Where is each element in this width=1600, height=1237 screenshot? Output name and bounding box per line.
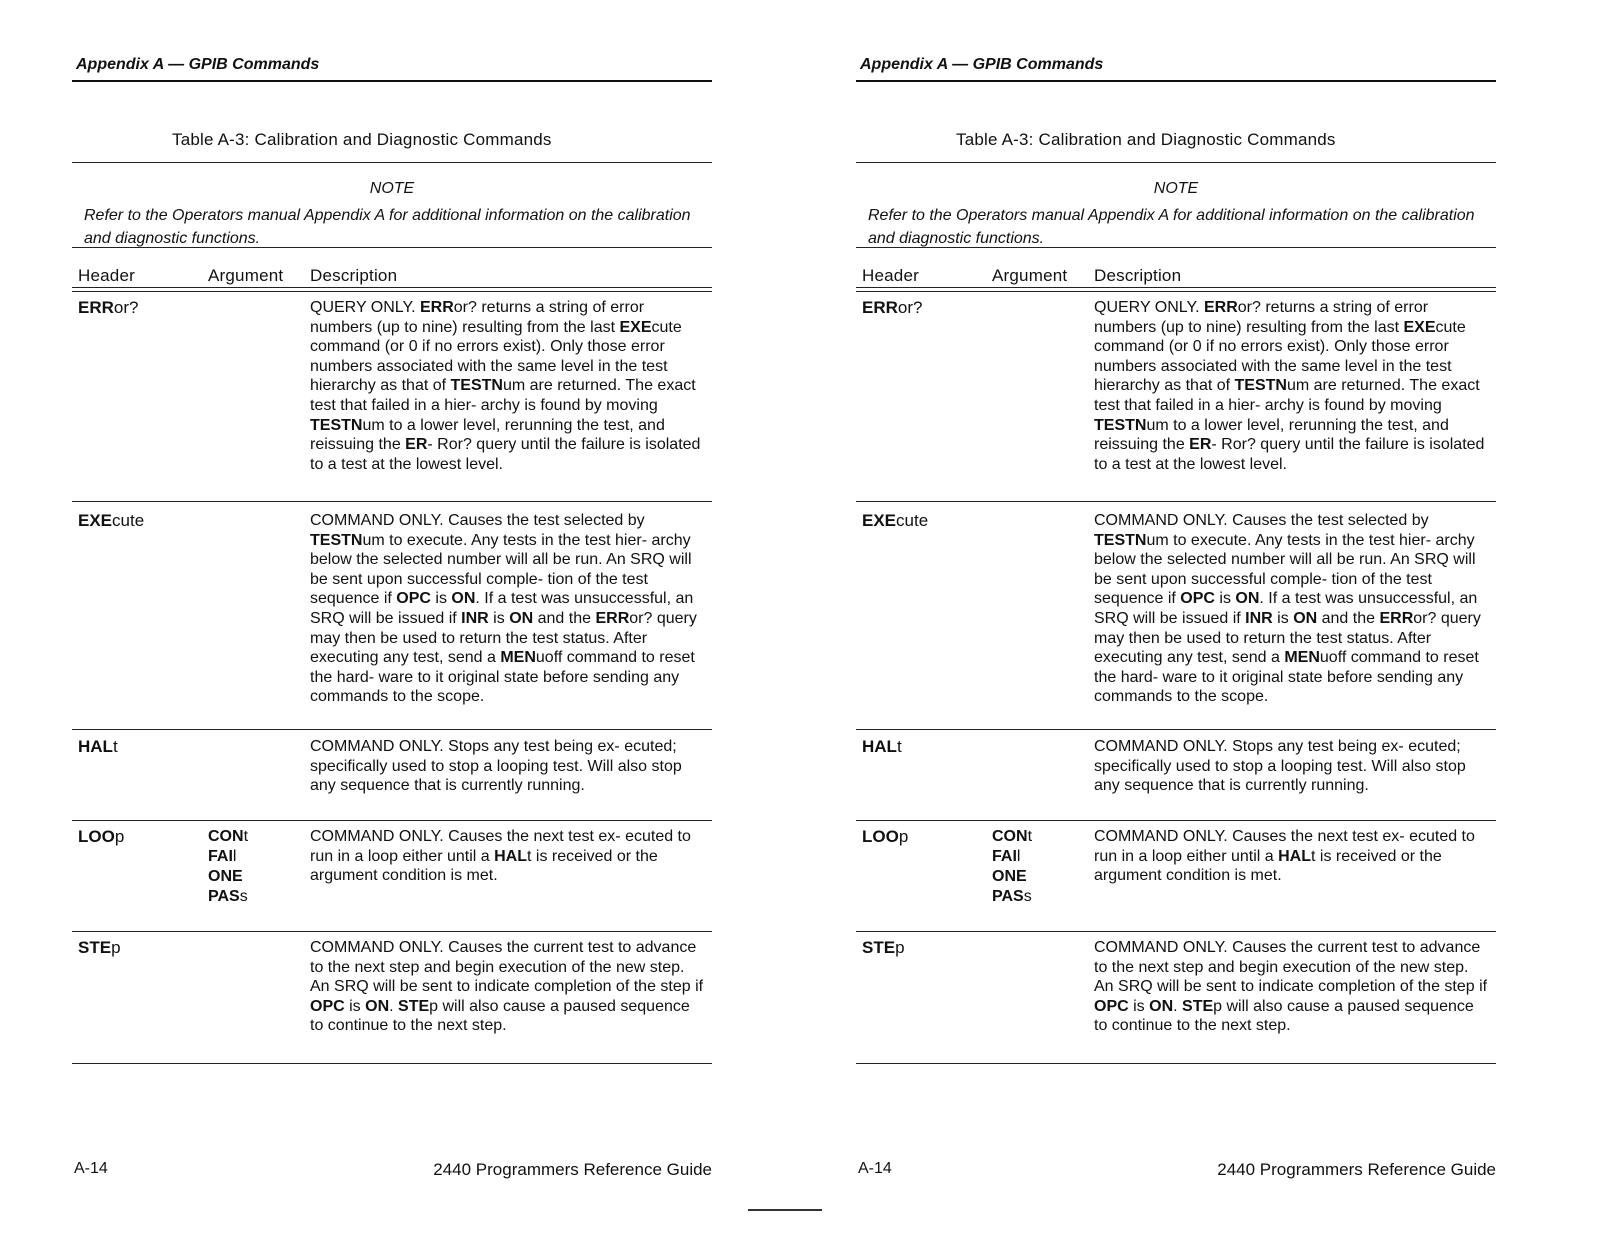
command-header-rest: p (895, 938, 905, 957)
keyword-emphasis: ON (509, 609, 534, 627)
row-rule (72, 931, 712, 932)
command-header-rest: or? (113, 298, 139, 317)
command-header-short: LOO (862, 827, 899, 846)
keyword-emphasis: STE (398, 997, 430, 1015)
keyword-emphasis: ERR (1203, 299, 1238, 316)
footer-page-number: A-14 (74, 1160, 108, 1177)
command-header-rest: p (114, 827, 125, 846)
column-header-description: Description (1094, 266, 1182, 285)
keyword-emphasis: HAL (494, 847, 528, 865)
row-rule (856, 501, 1496, 502)
row-rule (72, 729, 712, 730)
command-header-short: STE (78, 938, 112, 957)
argument-value: FAIl (992, 848, 1021, 865)
keyword-emphasis: OPC (1094, 997, 1129, 1015)
keyword-emphasis: ON (1293, 609, 1318, 627)
binding-mark (748, 1209, 822, 1211)
command-header (78, 298, 138, 318)
table-bottom-rule (856, 1063, 1496, 1064)
left-page (72, 0, 712, 1237)
command-header (78, 511, 144, 531)
keyword-emphasis: TESTN (1094, 531, 1147, 549)
keyword-emphasis: TESTN (1094, 416, 1147, 434)
column-header-header: Header (862, 266, 919, 285)
row-rule (856, 931, 1496, 932)
keyword-emphasis: STE (1182, 997, 1214, 1015)
table-top-rule (856, 162, 1496, 163)
command-description: COMMAND ONLY. Stops any test being ex- ecuted; specifically used to stop a looping test. Will also stop any sequence that is currently running. (1094, 738, 1466, 795)
command-header (862, 298, 922, 318)
command-header (78, 827, 124, 847)
keyword-emphasis: TESTN (450, 377, 503, 395)
running-head: Appendix A — GPIB Commands (860, 56, 1104, 73)
column-rule-top (856, 287, 1496, 288)
command-header-rest: t (896, 737, 902, 756)
command-header (862, 511, 928, 531)
column-header-argument: Argument (208, 266, 284, 285)
right-page (856, 0, 1496, 1237)
command-header (78, 737, 118, 757)
command-header-short: EXE (862, 511, 897, 530)
command-description: QUERY ONLY. ERRor? returns a string of error numbers (up to nine) resulting from the last EXEcute command (or 0 if no errors exist). Only those error numbers associated with the same level in the test hierarchy as that of TESTNum are returned. The exact test that failed in a hier- archy is found by moving TESTNum to a lower level, rerunning the test, and reissuing the ER- Ror? query until the failure is isolated to a test at the lowest level. (1094, 299, 1485, 473)
keyword-emphasis: HAL (1278, 847, 1312, 865)
keyword-emphasis: INR (461, 609, 489, 627)
argument-value: FAIl (208, 848, 237, 865)
command-header-short: ERR (862, 298, 898, 317)
argument-value: ONE (208, 868, 243, 885)
row-rule (72, 820, 712, 821)
keyword-emphasis: MEN (500, 649, 536, 667)
command-header-short: HAL (862, 737, 897, 756)
command-description: COMMAND ONLY. Causes the next test ex- ecuted to run in a loop either until a HALt is received or the argument condition is met. (1094, 828, 1475, 885)
keyword-emphasis: INR (1245, 609, 1273, 627)
footer-title: 2440 Programmers Reference Guide (1217, 1160, 1496, 1179)
argument-value: PASs (208, 888, 248, 905)
command-description: COMMAND ONLY. Causes the test selected by TESTNum to execute. Any tests in the test hier- archy below the selected number will all be run. An SRQ will be sent upon successful comple- tion of the test sequence if OPC is ON. If a test was unsuccessful, an SRQ will be issued if INR is ON and the ERRor? query may then be used to return the test status. After executing any test, send a MENuoff command to reset the hard- ware to it original state before sending any commands to the scope. (310, 512, 697, 706)
note-title: NOTE (369, 180, 415, 197)
command-header (862, 737, 902, 757)
keyword-emphasis: ERR (1379, 609, 1414, 627)
command-header-short: ERR (78, 298, 114, 317)
keyword-emphasis: EXE (619, 318, 652, 336)
command-header (862, 827, 908, 847)
command-arguments (208, 827, 248, 907)
command-header-short: EXE (78, 511, 113, 530)
header-rule (72, 80, 712, 82)
note-title: NOTE (1153, 180, 1199, 197)
keyword-emphasis: ON (451, 590, 476, 608)
keyword-emphasis: OPC (1180, 590, 1215, 608)
column-rule-bottom (856, 291, 1496, 292)
command-header (862, 938, 905, 958)
command-description: COMMAND ONLY. Causes the test selected by TESTNum to execute. Any tests in the test hier- archy below the selected number will all be run. An SRQ will be sent upon successful comple- tion of the test sequence if OPC is ON. If a test was unsuccessful, an SRQ will be issued if INR is ON and the ERRor? query may then be used to return the test status. After executing any test, send a MENuoff command to reset the hard- ware to it original state before sending any commands to the scope. (1094, 512, 1481, 706)
keyword-emphasis: TESTN (310, 531, 363, 549)
argument-value: PASs (992, 888, 1032, 905)
command-header-rest: cute (896, 511, 929, 530)
command-header-rest: t (112, 737, 118, 756)
command-description: QUERY ONLY. ERRor? returns a string of error numbers (up to nine) resulting from the last EXEcute command (or 0 if no errors exist). Only those error numbers associated with the same level in the test hierarchy as that of TESTNum are returned. The exact test that failed in a hier- archy is found by moving TESTNum to a lower level, rerunning the test, and reissuing the ER- Ror? query until the failure is isolated to a test at the lowest level. (310, 299, 701, 473)
footer-title: 2440 Programmers Reference Guide (433, 1160, 712, 1179)
row-rule (72, 501, 712, 502)
running-head: Appendix A — GPIB Commands (76, 56, 320, 73)
table-title: Table A-3: Calibration and Diagnostic Commands (172, 130, 552, 149)
column-header-header: Header (78, 266, 135, 285)
command-header (78, 938, 121, 958)
keyword-emphasis: OPC (310, 997, 345, 1015)
column-header-argument: Argument (992, 266, 1068, 285)
keyword-emphasis: OPC (396, 590, 431, 608)
table-title: Table A-3: Calibration and Diagnostic Commands (956, 130, 1336, 149)
command-description: COMMAND ONLY. Stops any test being ex- ecuted; specifically used to stop a looping test. Will also stop any sequence that is currently running. (310, 738, 682, 795)
note-text: Refer to the Operators manual Appendix A for additional information on the calibration and diagnostic functions. (868, 207, 1475, 247)
keyword-emphasis: ON (1235, 590, 1260, 608)
table-bottom-rule (72, 1063, 712, 1064)
argument-value: CONt (992, 828, 1033, 845)
keyword-emphasis: ON (365, 997, 390, 1015)
command-description: COMMAND ONLY. Causes the current test to advance to the next step and begin execution of the new step. An SRQ will be sent to indicate completion of the step if OPC is ON. STEp will also cause a paused sequence to continue to the next step. (310, 939, 704, 1035)
keyword-emphasis: ON (1149, 997, 1174, 1015)
argument-value: CONt (208, 828, 249, 845)
keyword-emphasis: EXE (1403, 318, 1436, 336)
keyword-emphasis: ERR (595, 609, 630, 627)
keyword-emphasis: ER (405, 436, 428, 454)
command-header-rest: p (898, 827, 909, 846)
command-header-rest: p (111, 938, 121, 957)
keyword-emphasis: ER (1189, 436, 1212, 454)
keyword-emphasis: TESTN (1234, 377, 1287, 395)
note-bottom-rule (856, 247, 1496, 248)
command-header-short: LOO (78, 827, 115, 846)
command-arguments (992, 827, 1032, 907)
command-description: COMMAND ONLY. Causes the next test ex- ecuted to run in a loop either until a HALt is received or the argument condition is met. (310, 828, 691, 885)
keyword-emphasis: MEN (1284, 649, 1320, 667)
column-rule-top (72, 287, 712, 288)
note-bottom-rule (72, 247, 712, 248)
table-top-rule (72, 162, 712, 163)
note-text: Refer to the Operators manual Appendix A for additional information on the calibration and diagnostic functions. (84, 207, 691, 247)
keyword-emphasis: ERR (419, 299, 454, 316)
row-rule (856, 820, 1496, 821)
footer-page-number: A-14 (858, 1160, 892, 1177)
argument-value: ONE (992, 868, 1027, 885)
column-header-description: Description (310, 266, 398, 285)
keyword-emphasis: TESTN (310, 416, 363, 434)
command-header-rest: or? (897, 298, 923, 317)
command-header-short: HAL (78, 737, 113, 756)
command-header-short: STE (862, 938, 896, 957)
command-description: COMMAND ONLY. Causes the current test to advance to the next step and begin execution of the new step. An SRQ will be sent to indicate completion of the step if OPC is ON. STEp will also cause a paused sequence to continue to the next step. (1094, 939, 1488, 1035)
row-rule (856, 729, 1496, 730)
column-rule-bottom (72, 291, 712, 292)
header-rule (856, 80, 1496, 82)
command-header-rest: cute (112, 511, 145, 530)
